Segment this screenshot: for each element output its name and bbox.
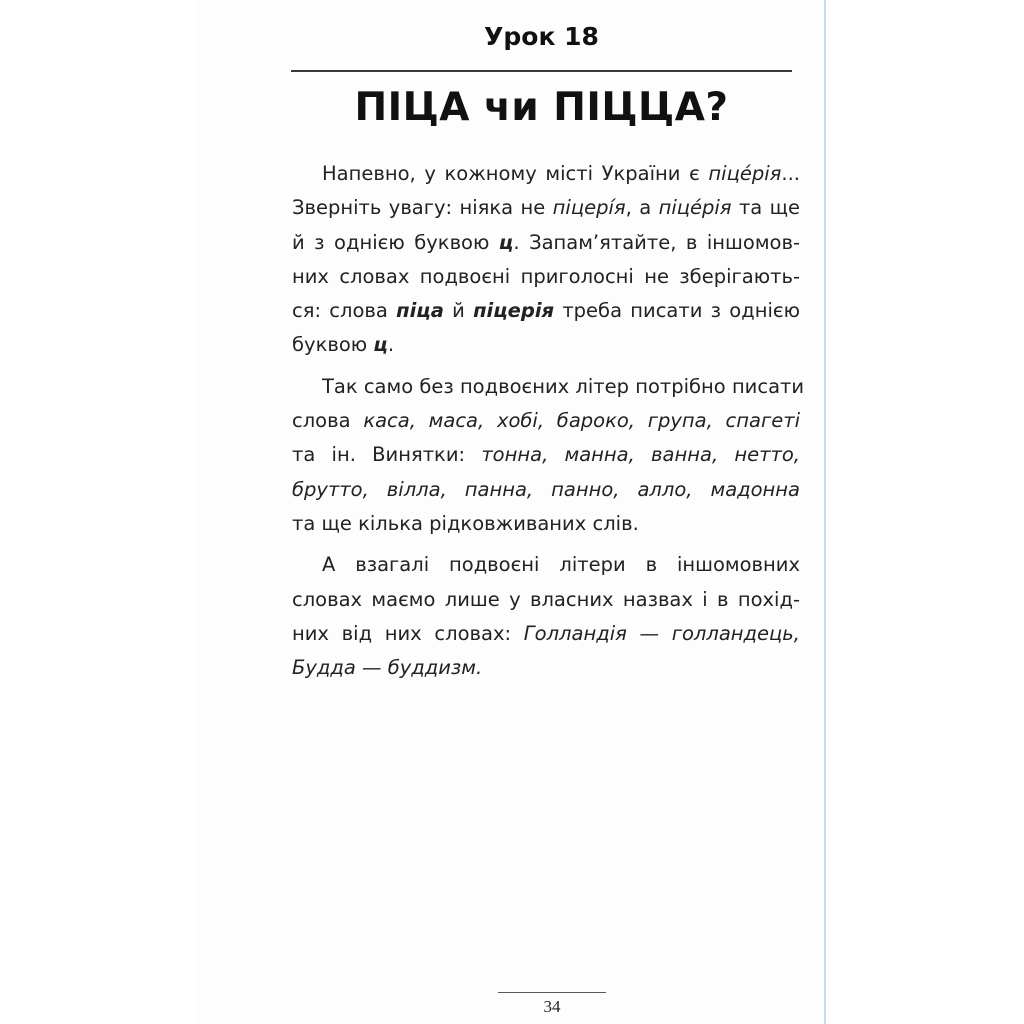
bold-italic-term: ц [373, 333, 388, 357]
page-number: 34 [543, 997, 561, 1016]
text-line [292, 473, 800, 507]
text-line: слова каса, маса, хобі, бароко, група, спагеті [292, 409, 800, 433]
italic-term: Голландія — голландець, [523, 621, 800, 645]
body-text [292, 157, 805, 692]
text-line: А взагалі подвоєні літери в іншомовних [322, 553, 800, 577]
text-line: них словах подвоєні приголосні не зберігають- [292, 264, 800, 288]
header-divider [291, 70, 792, 72]
text-line: й з однією буквою ц. Запам’ятайте, в іншомов- [292, 230, 800, 254]
footer-divider [498, 992, 606, 993]
text-line: буквою ц. [292, 333, 395, 357]
text-line: Так само без подвоєних літер потрібно писати [322, 374, 805, 398]
text-line: та ще кілька рідковживаних слів. [292, 511, 639, 535]
page-title: ПІЦА чи ПІЦЦА? [354, 85, 729, 130]
text-line: словах маємо лише у власних назвах і в похід- [292, 587, 800, 611]
bold-italic-term: піцерія [473, 299, 555, 323]
bold-italic-term: ц [498, 230, 514, 254]
italic-term: піце́рія [658, 196, 732, 220]
italic-term: тонна, манна, ванна, нетто, [481, 443, 800, 467]
text-line: них від них словах: Голландія — голландець, [292, 621, 800, 645]
italic-term: брутто, вілла, панна, панно, алло, мадонна [292, 477, 800, 501]
paragraph [292, 548, 800, 685]
italic-term: Будда — буддизм. [292, 656, 483, 680]
text-line: Напевно, у кожному місті України є піце́рія... [322, 162, 800, 185]
italic-term: піцері́я [552, 196, 626, 220]
text-line: та ін. Винятки: тонна, манна, ванна, нетто, [292, 443, 800, 467]
bold-italic-term: піца [396, 299, 444, 323]
italic-term: піце́рія [708, 162, 782, 185]
italic-term: каса, маса, хобі, бароко, група, спагеті [363, 409, 800, 433]
paragraph [292, 157, 800, 363]
paragraph [292, 370, 805, 541]
text-line: ся: слова піца й піцерія треба писати з однією [292, 299, 800, 323]
text-line [292, 651, 800, 685]
lesson-label: Урок 18 [484, 22, 599, 51]
text-line: Зверніть увагу: ніяка не піцері́я, а піце́рія та ще [292, 196, 801, 220]
